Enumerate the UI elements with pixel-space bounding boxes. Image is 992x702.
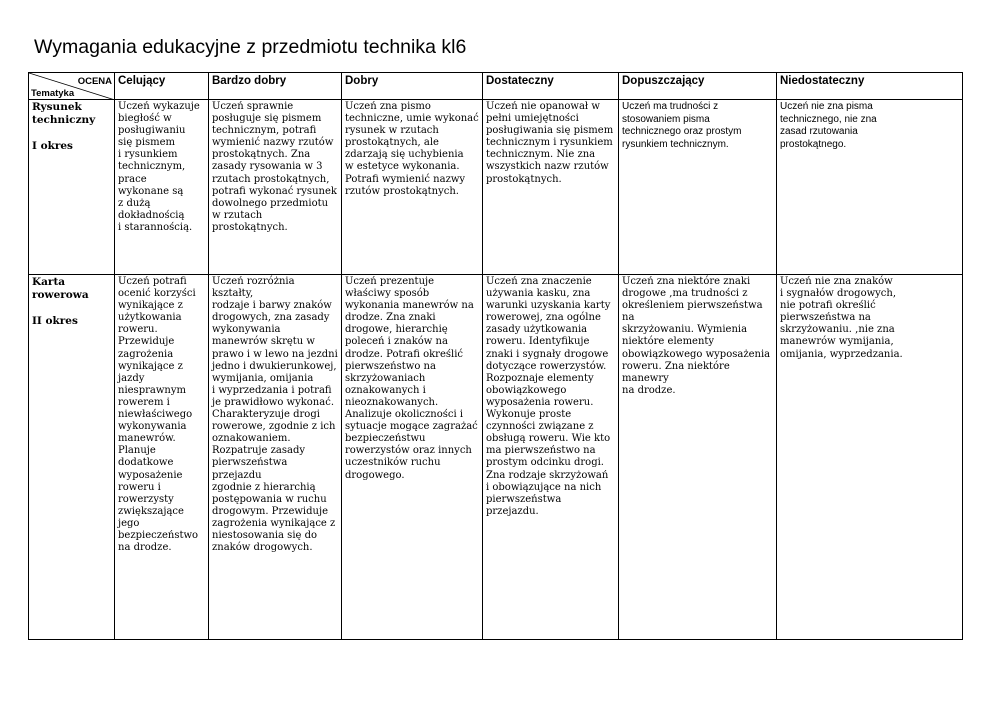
topic-term: II okres: [32, 315, 78, 327]
requirement-text: Uczeń zna niektóre znaki drogowe ,ma trudności z określeniem pierwszeństwa na skrzyżowaniu. Wymienia niektóre elementy obowiązkowego wyposażenia roweru. Zna niektóre manewry na drodze.: [622, 276, 771, 396]
topic-term: I okres: [32, 140, 73, 152]
requirement-text: Uczeń wykazuje biegłość w posługiwaniu się pismem i rysunkiem technicznym, prace wykonane są z dużą dokładnością i starannością.: [118, 101, 200, 233]
requirement-text: Uczeń zna pismo techniczne, umie wykonać rysunek w rzutach prostokątnych, ale zdarzają się uchybienia w estetyce wykonania. Potrafi wymienić nazwy rzutów prostokątnych.: [345, 101, 479, 197]
grade-header-bardzo-dobry: Bardzo dobry: [209, 73, 342, 100]
requirement-text: Uczeń sprawnie posługuje się pismem technicznym, potrafi wymienić nazwy rzutów prostokątnych. Zna zasady rysowania w 3 rzutach prostokątnych, potrafi wykonać rysunek dowolnego przedmiotu w rzutach prostokątnych.: [212, 101, 337, 233]
grade-axis-label: OCENA: [77, 76, 112, 87]
grade-header-niedostateczny: Niedostateczny: [777, 73, 963, 100]
requirement-cell: [115, 275, 209, 640]
requirement-cell: [115, 100, 209, 275]
topic-cell: [29, 275, 115, 640]
corner-cell: [29, 73, 115, 100]
requirement-cell: [342, 100, 483, 275]
requirement-text: Uczeń nie zna znaków i sygnałów drogowych, nie potrafi określić pierwszeństwa na skrzyżowaniu. ,nie zna manewrów wymijania, omijania, wyprzedzania.: [780, 276, 903, 360]
topic-name: Karta rowerowa: [32, 276, 89, 301]
requirement-cell: [342, 275, 483, 640]
topic-cell: [29, 100, 115, 275]
requirement-cell: [777, 100, 963, 275]
requirement-text: Uczeń prezentuje właściwy sposób wykonania manewrów na drodze. Zna znaki drogowe, hierarchię poleceń i znaków na drodze. Potrafi określić pierwszeństwo na skrzyżowaniach oznakowanych i nieoznakowanych. Analizuje okoliczności i sytuacje mogące zagrażać bezpieczeństwu rowerzystów oraz innych uczestników ruchu drogowego.: [345, 276, 478, 481]
requirement-text: Uczeń nie zna pisma technicznego, nie zna zasad rzutowania prostokątnego.: [780, 101, 877, 150]
document-title: Wymagania edukacyjne z przedmiotu technika kl6: [34, 36, 467, 58]
grade-header-dopuszczajacy: Dopuszczający: [619, 73, 777, 100]
requirement-cell: [209, 275, 342, 640]
table-row-rysunek-techniczny: [29, 100, 963, 275]
grade-header-celujacy: Celujący: [115, 73, 209, 100]
requirement-cell: [209, 100, 342, 275]
topic-name: Rysunek techniczny: [32, 101, 96, 126]
requirement-text: Uczeń potrafi ocenić korzyści wynikające z użytkowania roweru. Przewiduje zagrożenia wynikające z jazdy niesprawnym rowerem i niewłaściwego wykonywania manewrów. Planuje dodatkowe wyposażenie roweru i rowerzysty zwiększające jego bezpieczeństwo na drodze.: [118, 276, 199, 554]
requirement-cell: [777, 275, 963, 640]
requirement-text: Uczeń zna znaczenie używania kasku, zna warunki uzyskania karty rowerowej, zna ogólne zasady użytkowania roweru. Identyfikuje znaki i sygnały drogowe dotyczące rowerzystów. Rozpoznaje elementy obowiązkowego wyposażenia roweru. Wykonuje proste czynności związane z obsługą roweru. Wie kto ma pierwszeństwo na prostym odcinku drogi. Zna rodzaje skrzyżowań i obowiązujące na nich pierwszeństwa przejazdu.: [486, 276, 611, 517]
grade-header-dobry: Dobry: [342, 73, 483, 100]
requirements-table: [28, 72, 963, 640]
requirement-text: Uczeń nie opanował w pełni umiejętności posługiwania się pismem technicznym i rysunkiem technicznym. Nie zna wszystkich nazw rzutów prostokątnych.: [486, 101, 614, 185]
requirement-text: Uczeń ma trudności z stosowaniem pisma technicznego oraz prostym rysunkiem technicznym.: [622, 101, 742, 150]
requirement-text: Uczeń rozróżnia kształty, rodzaje i barwy znaków drogowych, zna zasady wykonywania manewrów skrętu w prawo i w lewo na jezdni jedno i dwukierunkowej, wymijania, omijania i wyprzedzania i potrafi je prawidłowo wykonać. Charakteryzuje drogi rowerowe, zgodnie z ich oznakowaniem. Rozpatruje zasady pierwszeństwa przejazdu zgodnie z hierarchią postępowania w ruchu drogowym. Przewiduje zagrożenia wynikające z niestosowania się do znaków drogowych.: [212, 276, 338, 554]
requirement-cell: [483, 100, 619, 275]
topic-axis-label: Tematyka: [31, 88, 75, 99]
table-row-karta-rowerowa: [29, 275, 963, 640]
requirement-cell: [483, 275, 619, 640]
header-row: [29, 73, 963, 100]
requirement-cell: [619, 275, 777, 640]
grade-header-dostateczny: Dostateczny: [483, 73, 619, 100]
requirement-cell: [619, 100, 777, 275]
